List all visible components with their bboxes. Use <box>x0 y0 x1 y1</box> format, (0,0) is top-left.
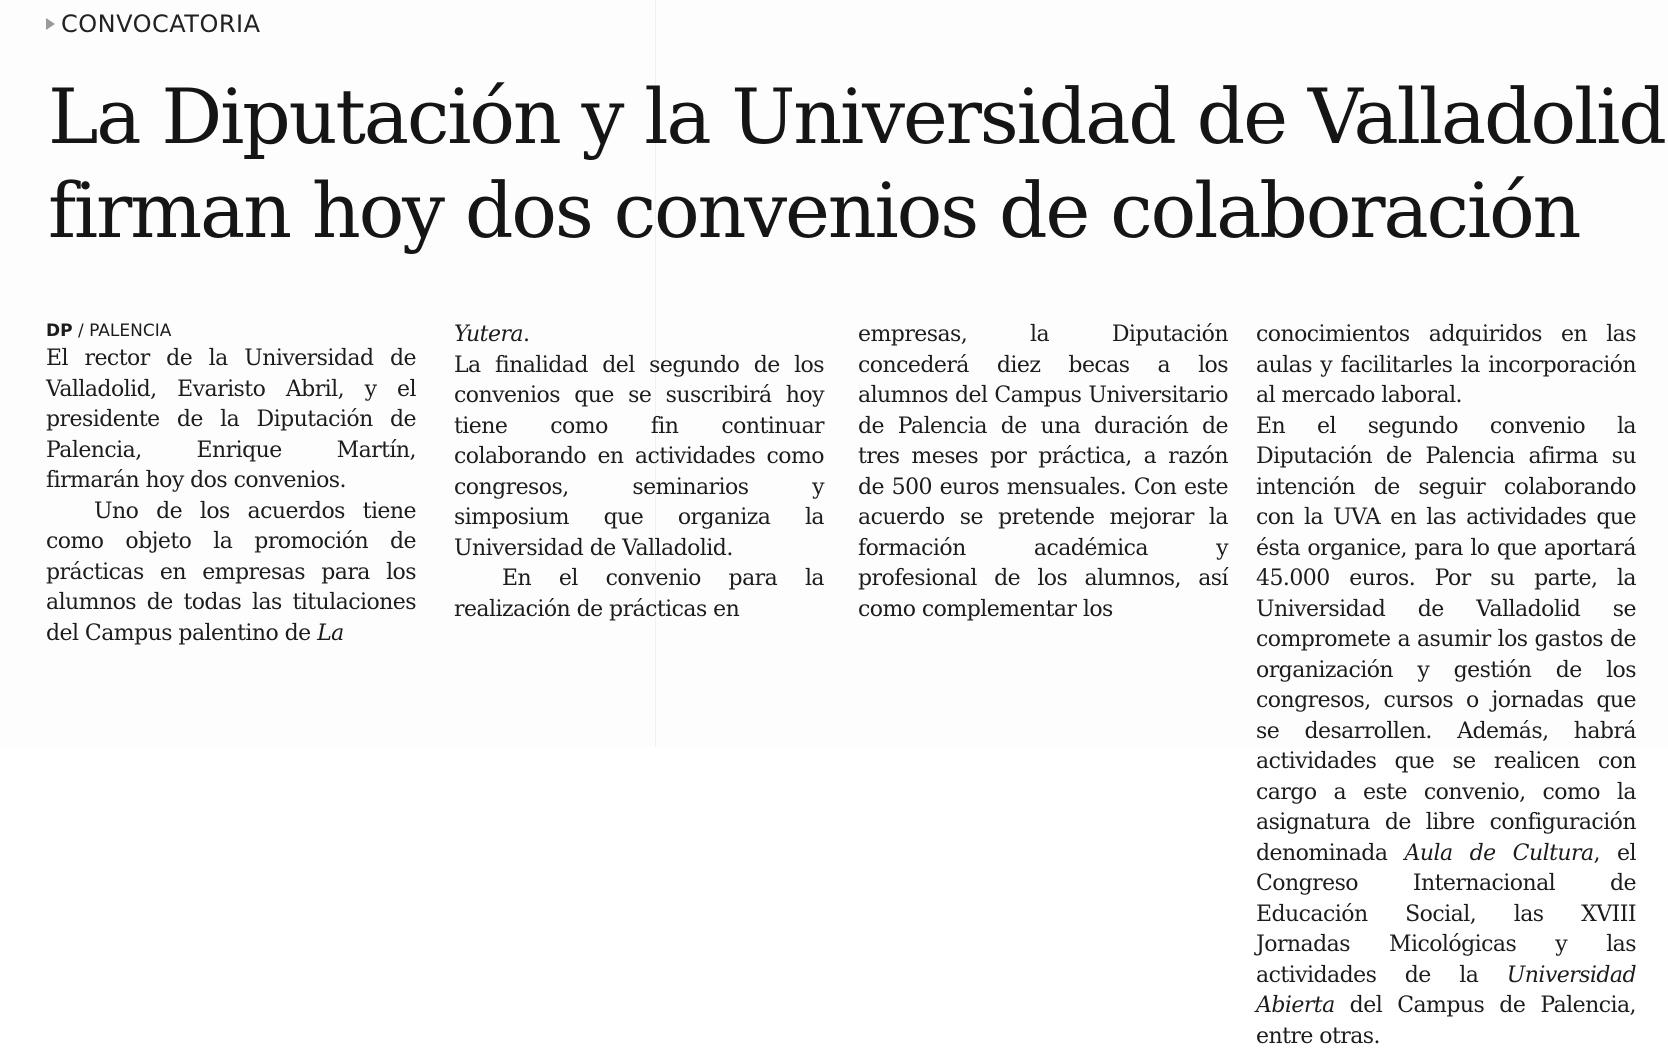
article-column-2 <box>454 320 824 625</box>
section-tag <box>46 10 261 38</box>
article-paragraph-2 <box>46 497 416 650</box>
article-paragraph-2-continued <box>454 320 824 351</box>
paragraph-5-text-continued: En el segundo convenio la Diputación de Palencia afirma su intención de seguir colaborando con la UVA en las actividades que ésta organice, para lo que aportará 45.000 euros. Por su parte, la Universidad de Valladolid se compromete a asumir los gastos de organización y gestión de los congresos, cursos o jornadas que se desarrollen. Además, habrá actividades que se realicen con cargo a este convenio, como la asignatura de libre configuración denominada <box>1256 414 1636 866</box>
article-column-3 <box>858 320 1228 625</box>
headline <box>48 70 1648 258</box>
article-paragraph-4-continued-continued <box>1256 320 1636 412</box>
article-column-1 <box>46 320 416 649</box>
article-paragraph-1 <box>46 344 416 497</box>
article-paragraph-4 <box>454 564 824 625</box>
paragraph-4-text: En el convenio para la realización de prácticas en <box>454 566 824 622</box>
article-paragraph-5-continued <box>1256 412 1636 1052</box>
paragraph-2-end-continued: . <box>523 322 529 347</box>
article-body <box>46 320 1646 720</box>
program-name-continued: Universidad Abierta <box>1256 963 1636 1019</box>
paragraph-2-text: Uno de los acuerdos tiene como objeto la promoción de prácticas en empresas para los alumnos de todas las titulaciones del Campus palentino de <box>46 499 416 646</box>
paragraph-4-text-continued: empresas, la Diputación concederá diez becas a los alumnos del Campus Universitario de Palencia de una duración de tres meses por práctica, a razón de 500 euros mensuales. Con este acuerdo se pretende mejorar la formación académica y profesional de los alumnos, así como complementar los <box>858 322 1228 622</box>
campus-name: La <box>317 621 344 646</box>
byline-agency: DP <box>46 321 73 341</box>
triangle-arrow-icon <box>46 18 55 30</box>
article-paragraph-4-continued <box>858 320 1228 625</box>
byline-separator: / <box>73 321 90 341</box>
paragraph-4-text-continued-continued: conocimientos adquiridos en las aulas y facilitarles la incorporación al mercado laboral. <box>1256 322 1636 408</box>
byline-location: PALENCIA <box>89 321 171 341</box>
campus-name-continued: Yutera <box>454 322 523 347</box>
byline <box>46 320 416 342</box>
article-paragraph-3-continued <box>454 351 824 565</box>
course-name-continued: Aula de Cultura <box>1405 841 1594 866</box>
headline-line-2: firman hoy dos convenios de colaboración <box>48 164 1648 258</box>
paragraph-5-end-continued: del Campus de Palencia, entre otras. <box>1256 993 1636 1049</box>
section-tag-label: CONVOCATORIA <box>61 10 261 38</box>
paragraph-1-text: El rector de la Universidad de Valladolid, Evaristo Abril, y el presidente de la Diputación de Palencia, Enrique Martín, firmarán hoy dos convenios. <box>46 346 416 493</box>
paragraph-5-middle-continued: , el Congreso Internacional de Educación Social, las XVIII Jornadas Micológicas y las actividades de la <box>1256 841 1636 988</box>
headline-line-1: La Diputación y la Universidad de Valladolid <box>48 70 1648 164</box>
paragraph-3-text-continued: La finalidad del segundo de los convenios que se suscribirá hoy tiene como fin continuar colaborando en actividades como congresos, seminarios y simposium que organiza la Universidad de Valladolid. <box>454 353 824 561</box>
article-column-4 <box>1256 320 1636 1052</box>
